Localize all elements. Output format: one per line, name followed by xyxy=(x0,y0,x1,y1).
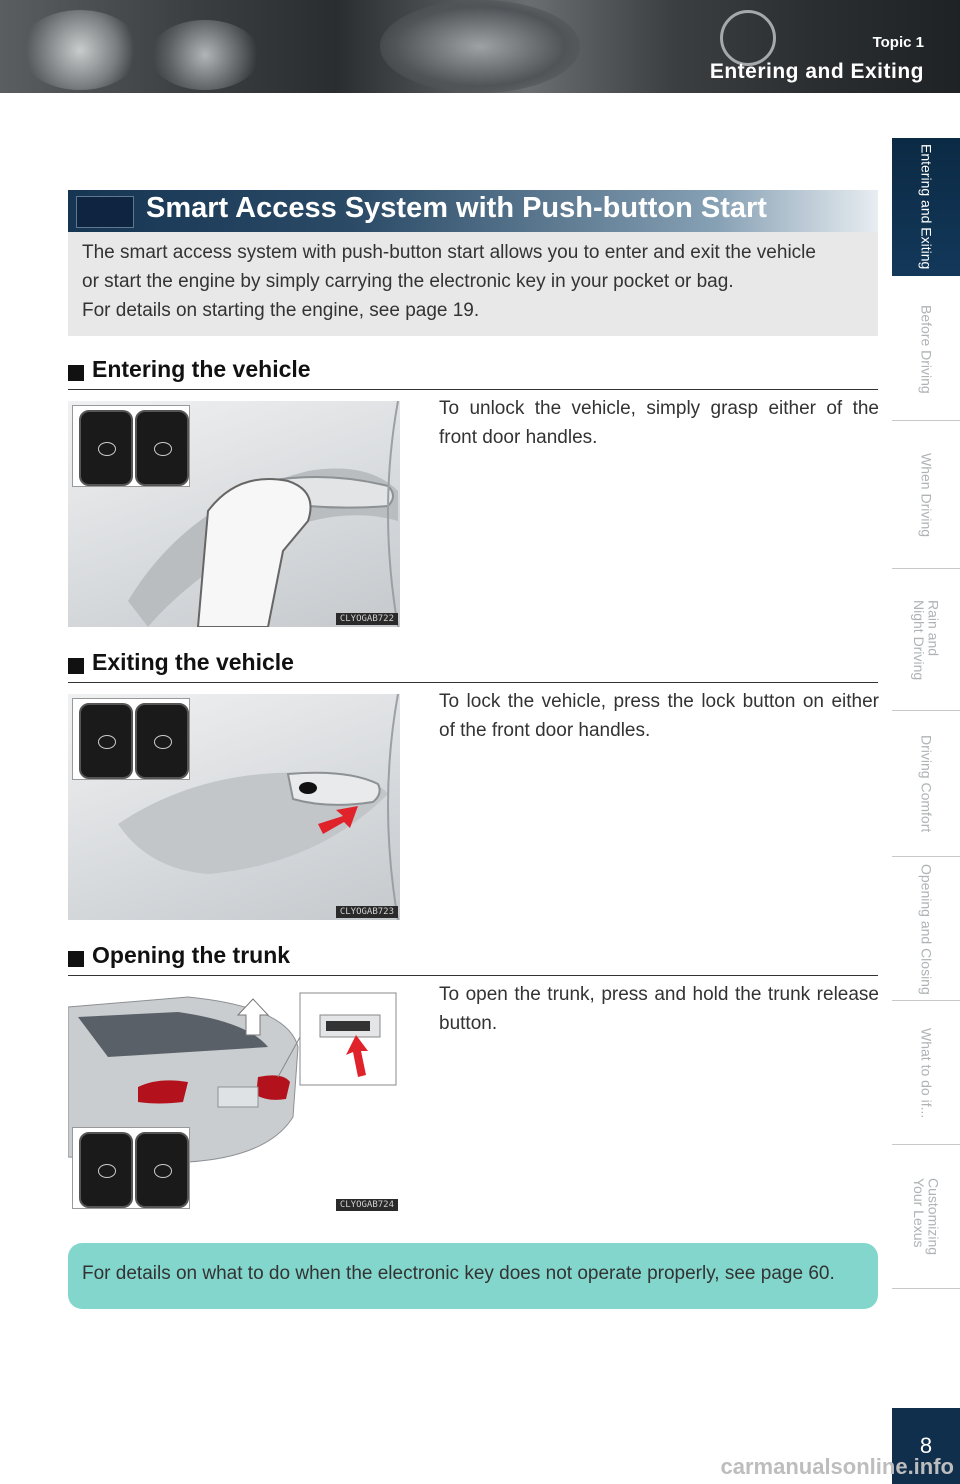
topic-title: Entering and Exiting xyxy=(709,60,924,83)
subsection-description: To open the trunk, press and hold the trunk release button. xyxy=(439,984,879,1034)
tab-label: Rain and Night Driving xyxy=(911,599,942,681)
tab-label: What to do if... xyxy=(918,1027,935,1119)
electronic-key-image xyxy=(79,703,133,779)
header-banner xyxy=(0,0,960,93)
electronic-key-image xyxy=(135,1132,189,1208)
tab-opening-and-closing[interactable] xyxy=(892,858,960,1001)
intro-line: For details on starting the engine, see page 19. xyxy=(82,300,480,321)
note-text: For details on what to do when the electronic key does not operate properly, see page 60. xyxy=(82,1263,835,1284)
section-title: Smart Access System with Push-button Start xyxy=(146,192,767,224)
topic-label: Topic 1 xyxy=(872,34,924,51)
tab-driving-comfort[interactable] xyxy=(892,712,960,857)
intro-line: or start the engine by simply carrying the electronic key in your pocket or bag. xyxy=(82,271,734,292)
figure-code: CLYOGAB722 xyxy=(336,613,398,625)
headlight-image xyxy=(20,10,140,90)
tab-customizing-your-lexus[interactable] xyxy=(892,1146,960,1289)
electronic-key-image xyxy=(135,703,189,779)
subsection-description: To lock the vehicle, press the lock button on either of the front door handles. xyxy=(439,691,879,741)
subsection-heading xyxy=(68,356,878,390)
tab-label: Entering and Exiting xyxy=(918,144,935,270)
subsection-title: Opening the trunk xyxy=(92,942,291,968)
figure-exiting xyxy=(68,694,400,920)
figure-code: CLYOGAB724 xyxy=(336,1199,398,1211)
tab-before-driving[interactable] xyxy=(892,278,960,421)
tab-label: Opening and Closing xyxy=(918,863,935,995)
figure-entering xyxy=(68,401,400,627)
watermark: carmanualsonline.info xyxy=(720,1454,954,1479)
lexus-emblem xyxy=(720,10,776,66)
tab-when-driving[interactable] xyxy=(892,422,960,569)
electronic-key-image xyxy=(79,410,133,486)
intro-box xyxy=(68,232,878,336)
bullet-square-icon xyxy=(68,658,84,674)
figure-code: CLYOGAB723 xyxy=(336,906,398,918)
subsection-heading xyxy=(68,942,878,976)
tab-entering-and-exiting[interactable] xyxy=(892,138,960,276)
note-box xyxy=(68,1243,878,1309)
tab-label: Customizing Your Lexus xyxy=(911,1178,942,1256)
subsection-title: Entering the vehicle xyxy=(92,356,311,382)
subsection-title: Exiting the vehicle xyxy=(92,649,294,675)
tab-rain-and-night-driving[interactable] xyxy=(892,570,960,711)
tab-what-to-do-if[interactable] xyxy=(892,1002,960,1145)
key-inset xyxy=(72,698,190,780)
section-title-bar xyxy=(68,190,878,232)
dashboard-image xyxy=(380,0,580,93)
subsection-description: To unlock the vehicle, simply grasp either of the front door handles. xyxy=(439,398,879,448)
page-number: 8 xyxy=(892,1408,960,1484)
title-swatch xyxy=(76,196,134,228)
tab-label: When Driving xyxy=(918,452,935,538)
electronic-key-image xyxy=(135,410,189,486)
headlight-image xyxy=(150,20,260,90)
bullet-square-icon xyxy=(68,365,84,381)
tab-label: Driving Comfort xyxy=(918,735,935,833)
subsection-heading xyxy=(68,649,878,683)
intro-line: The smart access system with push-button start allows you to enter and exit the vehicle xyxy=(82,242,816,263)
tab-label: Before Driving xyxy=(918,304,935,394)
key-inset xyxy=(72,405,190,487)
electronic-key-image xyxy=(79,1132,133,1208)
bullet-square-icon xyxy=(68,951,84,967)
figure-trunk xyxy=(68,987,400,1213)
key-inset xyxy=(72,1127,190,1209)
